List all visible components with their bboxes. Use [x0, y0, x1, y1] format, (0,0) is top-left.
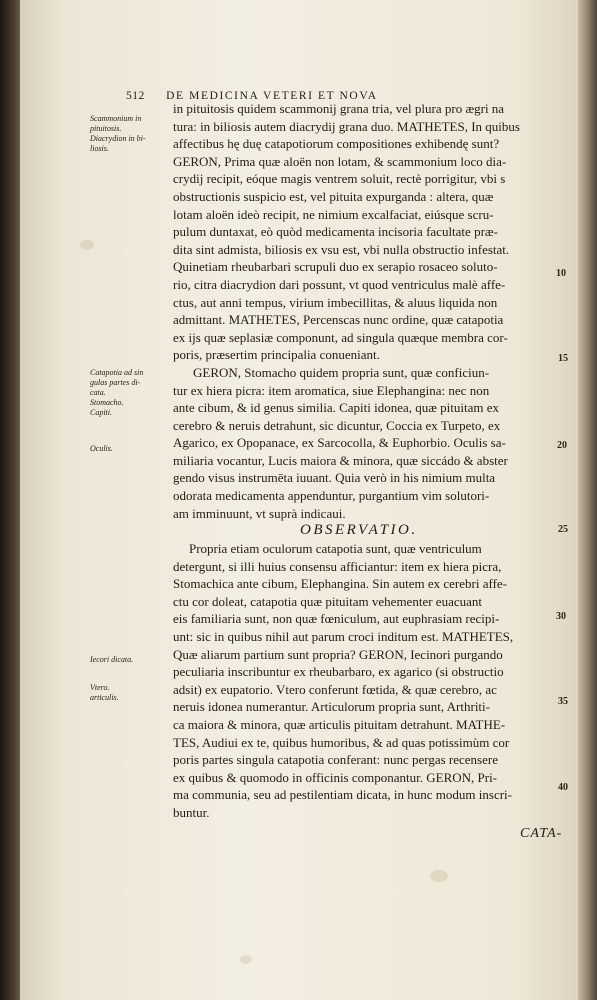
observatio-line: Quæ aliarum partium sunt propria? GERON, Iecinori purgando [173, 646, 503, 662]
body-line: ante cibum, & id genus similia. Capiti idonea, quæ pituitam ex [173, 400, 500, 416]
body-line: am imminuunt, vt suprà indicaui. [173, 505, 346, 521]
page-fore-edge [578, 0, 597, 1000]
observatio-line: buntur. [173, 804, 210, 820]
observatio-line: TES, Audiui ex te, quibus humoribus, & ad quas potissimùm cor [173, 734, 510, 750]
observatio-line: neruis idonea numerantur. Articulorum propria sunt, Arthriti- [173, 699, 490, 715]
body-line: rio, citra diacrydion dari possunt, vt quod ventriculus malè affe- [173, 276, 506, 292]
body-line: lotam aloën ideò recipit, ne nimium excalfaciat, eiúsque scru- [173, 206, 494, 222]
observatio-line: eis familiaria sunt, non quæ fœniculum, aut euphrasiam recipi- [173, 611, 500, 627]
line-number: 20 [557, 440, 567, 451]
body-line: Quinetiam rheubarbari scrupuli duo ex serapio rosaceo soluto- [173, 259, 498, 275]
page-number: 512 [126, 90, 145, 102]
line-number: 15 [558, 353, 568, 364]
catchword: CATA- [520, 826, 563, 841]
observatio-line: adsit) ex eupatorio. Vtero conferunt fœtida, & quæ cerebro, ac [173, 681, 497, 697]
margin-note-vtero: Vtero. articulis. [90, 683, 119, 702]
body-line: miliaria vocantur, Lucis maiora & minora, quæ siccádo & abster [173, 452, 508, 468]
observatio-line: Stomachica ante cibum, Elephangina. Sin autem ex cerebri affe- [173, 576, 508, 592]
body-text [173, 100, 565, 522]
observatio-line: peculiaria inscribuntur ex rheubarbaro, ex agarico (si obstructio [173, 664, 504, 680]
body-line: in pituitosis quidem scammonij grana tria, vel plura pro ægri na [173, 101, 505, 116]
body-line: GERON, Stomacho quidem propria sunt, quæ conficiun- [193, 364, 490, 380]
body-line: crydij recipit, eóque magis ventrem soluit, rectè porrigitur, vbi s [173, 171, 506, 187]
observatio-text [173, 540, 565, 822]
body-line: tura: in biliosis autem diacrydij grana duo. MATHETES, In quibus [173, 118, 520, 134]
observatio-line: ctu cor doleat, catapotia quæ pituitam vehementer euacuant [173, 593, 482, 609]
line-number: 30 [556, 611, 566, 622]
line-number: 10 [556, 268, 566, 279]
body-line: GERON, Prima quæ aloën non lotam, & scammonium loco dia- [173, 153, 507, 169]
body-line: obstructionis suspicio est, vel pituita expurganda : altera, quæ [173, 188, 494, 204]
observatio-heading: OBSERVATIO. [300, 522, 418, 538]
body-line: gendo visus instrumēta iuuant. Quia verò in his nimium multa [173, 470, 496, 486]
observatio-line: ex quibus & quomodo in officinis componantur. GERON, Pri- [173, 769, 498, 785]
line-number: 25 [558, 524, 568, 535]
margin-note-oculis: Oculis. [90, 444, 113, 453]
body-line: odorata medicamenta appenduntur, purgantium vim solutori- [173, 488, 490, 504]
observatio-line: detergunt, si illi huius consensu afficiantur: item ex hiera picra, [173, 558, 502, 574]
observatio-line: ca maiora & minora, quæ articulis pituitam detrahunt. MATHE- [173, 716, 506, 732]
body-line: admittant. MATHETES, Percenscas nunc ordine, quæ catapotia [173, 312, 504, 328]
margin-note-scammonium: Scammonium in pituitosis. Diacrydion in bi- liosis. [90, 114, 146, 153]
body-line: cerebro & neruis detrahunt, sic dicuntur, Coccia ex Turpeto, ex [173, 417, 501, 433]
line-number: 40 [558, 782, 568, 793]
line-number: 35 [558, 696, 568, 707]
body-line: affectibus hę duę catapotiorum compositiones exhibendę sunt? [173, 136, 500, 152]
body-line: dita sint admista, biliosis ex vsu est, vbi nulla obstructio infestat. [173, 241, 510, 257]
margin-note-iecori: Iecori dicata. [90, 655, 134, 664]
body-line: tur ex hiera picra: item aromatica, siue Elephangina: nec non [173, 382, 490, 398]
body-line: Agarico, ex Opopanace, ex Sarcocolla, & Euphorbio. Oculis sa- [173, 435, 506, 451]
observatio-line: unt: sic in quibus nihil aut parum croci inditum est. MATHETES, [173, 628, 514, 644]
observatio-line: Propria etiam oculorum catapotia sunt, quæ ventriculum [189, 541, 482, 556]
observatio-line: ma communia, seu ad pestilentiam dicata, in hunc modum inscri- [173, 787, 512, 803]
body-line: ex ijs quæ seplasiæ componunt, ad singula quæque membra cor- [173, 329, 508, 345]
body-line: poris, præsertim principalia conueniant. [173, 347, 380, 363]
running-title: DE MEDICINA VETERI ET NOVA [166, 90, 378, 102]
observatio-line: poris partes singula catapotia conferant: nunc pergas recensere [173, 752, 498, 768]
margin-note-catapotia: Catapotia ad sin gulas partes di- cata. Stomacho. Capiti. [90, 368, 144, 417]
body-line: ctus, aut anni tempus, virium imbecillitas, & aluus liquida non [173, 294, 498, 310]
body-line: pulum duntaxat, eò quòd medicamenta incisoria facultate præ- [173, 224, 498, 240]
